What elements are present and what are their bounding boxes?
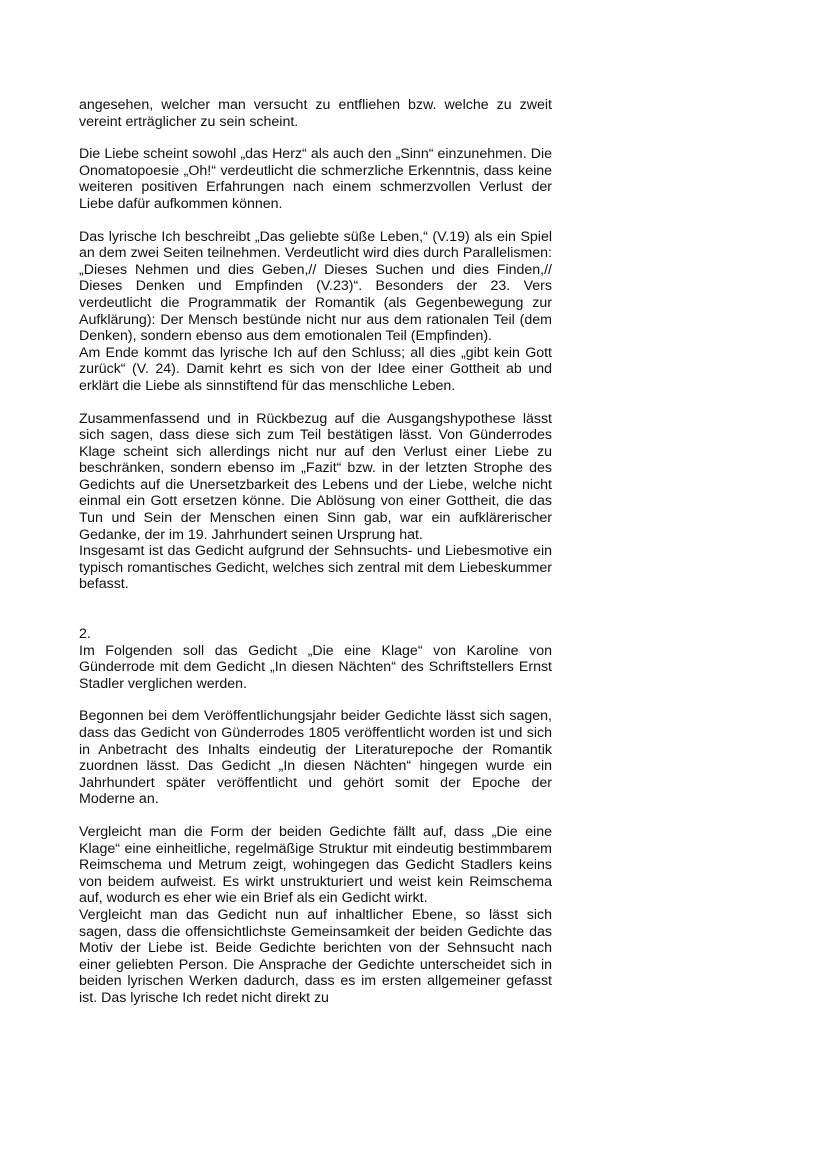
paragraph-geliebte-leben: Das lyrische Ich beschreibt „Das geliebte süße Leben,“ (V.19) als ein Spiel an dem zwei Seiten teilnehmen. Verdeutlicht wird dies durch Parallelismen: „Dieses Nehmen und dies Geben,// Dieses Suchen und dies Finden,// Dieses Denken und Empfinden (V.23)“. Besonders der 23. Vers verdeutlicht die Programmatik der Romantik (als Gegenbewegung zur Aufklärung): Der Mensch bestünde nicht nur aus dem rationalen Teil (dem Denken), sondern ebenso aus dem emotionalen Teil (Empfinden). [79, 228, 552, 345]
paragraph-inhalt-vergleich: Vergleicht man das Gedicht nun auf inhaltlicher Ebene, so lässt sich sagen, dass die offensichtlichste Gemeinsamkeit der beiden Gedichte das Motiv der Liebe ist. Beide Gedichte berichten von der Sehnsucht nach einer geliebten Person. Die Ansprache der Gedichte unterscheidet sich in beiden lyrischen Werken dadurch, dass es im ersten allgemeiner gefasst ist. Das lyrische Ich redet nicht direkt zu [79, 906, 552, 1006]
paragraph-intro-continuation: angesehen, welcher man versucht zu entfliehen bzw. welche zu zweit vereint erträglicher zu sein scheint. [79, 97, 552, 130]
paragraph-schluss-gott: Am Ende kommt das lyrische Ich auf den Schluss; all dies „gibt kein Gott zurück“ (V. 24). Damit kehrt es sich von der Idee einer Gottheit ab und erklärt die Liebe als sinnstiftend für das menschliche Leben. [79, 344, 552, 394]
paragraph-zusammenfassend: Zusammenfassend und in Rückbezug auf die Ausgangshypothese lässt sich sagen, dass diese sich zum Teil bestätigen lässt. Von Günderrodes Klage scheint sich allerdings nicht nur auf den Verlust einer Liebe zu beschränken, sondern ebenso im „Fazit“ bzw. in der letzten Strophe des Gedichts auf die Unersetzbarkeit des Lebens und der Liebe, welche nicht einmal ein Gott ersetzen könne. Die Ablösung von einer Gottheit, die das Tun und Sein der Menschen einen Sinn gab, war ein aufklärerischer Gedanke, der im 19. Jahrhundert seinen Ursprung hat. [79, 410, 552, 543]
paragraph-insgesamt: Insgesamt ist das Gedicht aufgrund der Sehnsuchts- und Liebesmotive ein typisch romantisches Gedicht, welches sich zentral mit dem Liebeskummer befasst. [79, 543, 552, 593]
section-number: 2. [79, 626, 91, 643]
paragraph-im-folgenden: Im Folgenden soll das Gedicht „Die eine Klage“ von Karoline von Günderrode mit dem Gedicht „In diesen Nächten“ des Schriftstellers Ernst Stadler verglichen werden. [79, 642, 552, 692]
paragraph-liebe-herz-sinn: Die Liebe scheint sowohl „das Herz“ als auch den „Sinn“ einzunehmen. Die Onomatopoesie „Oh!“ verdeutlicht die schmerzliche Erkenntnis, dass keine weiteren positiven Erfahrungen nach einem schmerzvollen Verlust der Liebe dafür aufkommen können. [79, 146, 552, 212]
paragraph-form-vergleich: Vergleicht man die Form der beiden Gedichte fällt auf, dass „Die eine Klage“ eine einheitliche, regelmäßige Struktur mit eindeutig bestimmbarem Reimschema und Metrum zeigt, wohingegen das Gedicht Stadlers keins von beidem aufweist. Es wirkt unstrukturiert und weist kein Reimschema auf, wodurch es eher wie ein Brief als ein Gedicht wirkt. [79, 823, 552, 907]
paragraph-veroeffentlichungsjahr: Begonnen bei dem Veröffentlichungsjahr beider Gedichte lässt sich sagen, dass das Gedicht von Günderrodes 1805 veröffentlicht worden ist und sich in Anbetracht des Inhalts eindeutig der Literaturepoche der Romantik zuordnen lässt. Das Gedicht „In diesen Nächten“ hingegen wurde ein Jahrhundert später veröffentlicht und gehört somit der Epoche der Moderne an. [79, 708, 552, 808]
